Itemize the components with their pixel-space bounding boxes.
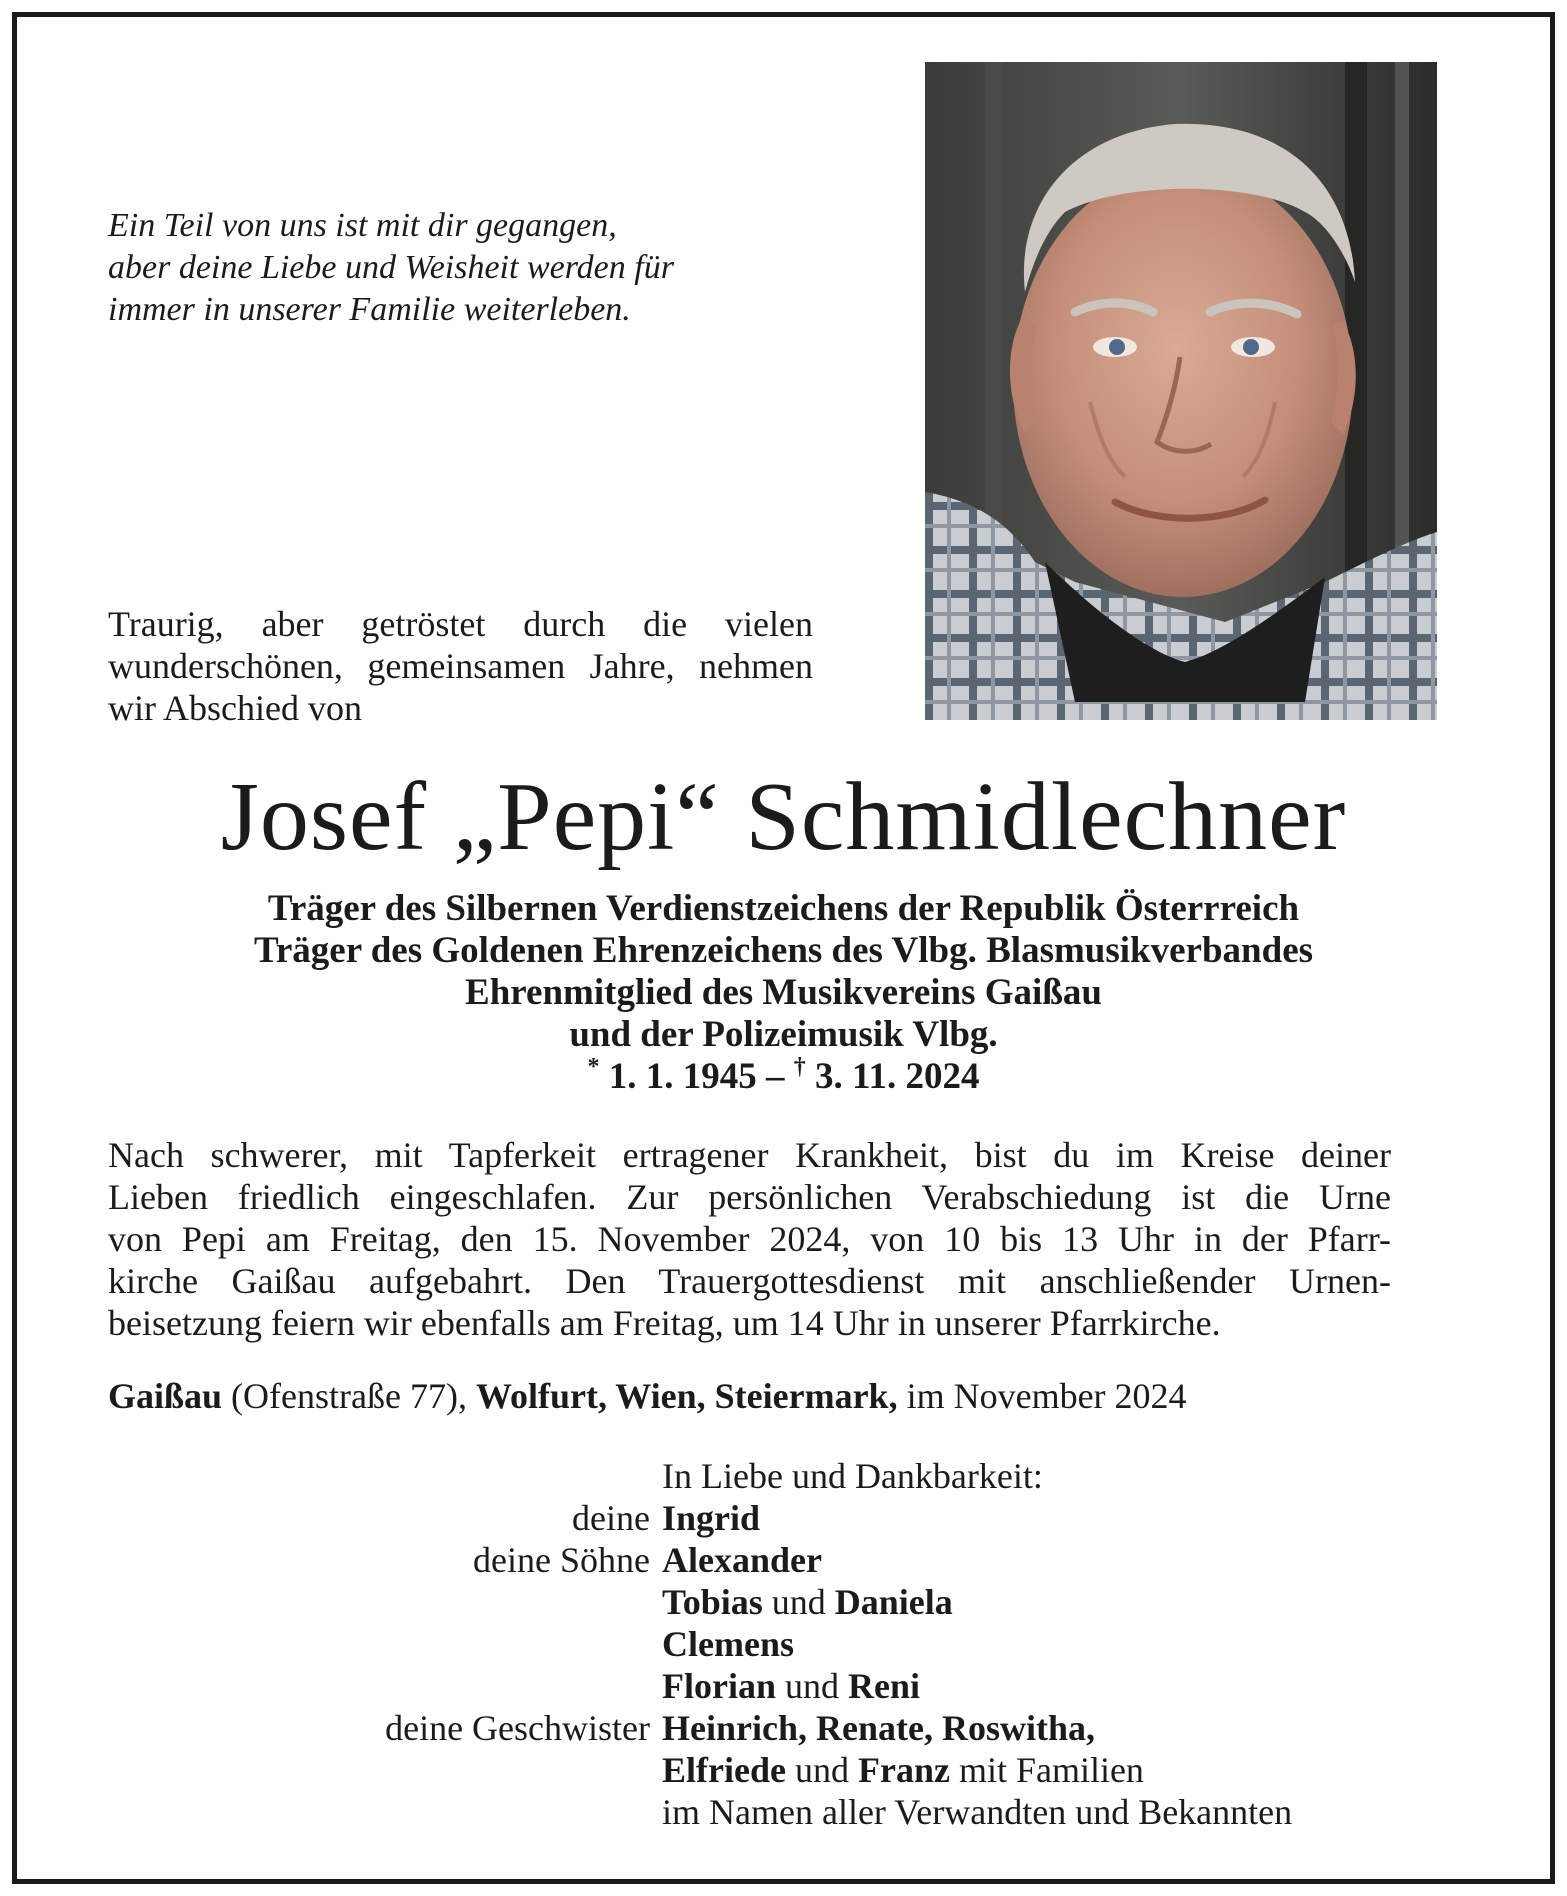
quote-line: aber deine Liebe und Weisheit werden für <box>108 249 674 286</box>
siblings-names: Heinrich, Renate, Roswitha, <box>662 1708 1095 1748</box>
details-line: von Pepi am Freitag, den 15. November 2024, von 10 bis 13 Uhr in der Pfarr- <box>108 1219 1391 1259</box>
places-line <box>108 1375 1408 1417</box>
and-word: und <box>785 1666 839 1706</box>
and-word: und <box>771 1582 826 1622</box>
portrait-photo <box>925 62 1437 720</box>
wife-label: deine <box>572 1498 650 1538</box>
honor-line: Träger des Silbernen Verdienstzeichens der Republik Österrreich <box>267 888 1300 929</box>
and-word: und <box>794 1750 849 1790</box>
wife-name: Ingrid <box>662 1498 761 1538</box>
siblings-label: deine Geschwister <box>385 1708 650 1748</box>
partner-name: Reni <box>848 1666 920 1706</box>
deceased-name: Josef „Pepi“ Schmidlechner <box>220 763 1347 871</box>
place-town: Gaißau <box>108 1376 223 1416</box>
son-name: Tobias <box>662 1582 763 1622</box>
details-line: Nach schwerer, mit Tapferkeit ertragener Krankheit, bist du im Kreise deiner <box>108 1135 1391 1175</box>
partner-name: Daniela <box>834 1582 953 1622</box>
quote-line: Ein Teil von uns ist mit dir gegangen, <box>108 207 617 244</box>
life-dates <box>0 1056 1567 1098</box>
place-address: (Ofenstraße 77), <box>231 1376 467 1416</box>
birth-date: 1. 1. 1945 <box>608 1056 757 1097</box>
birth-symbol: * <box>587 1054 600 1080</box>
details-line: beisetzung feiern wir ebenfalls am Freitag, um 14 Uhr in unserer Pfarrkirche. <box>108 1303 1221 1343</box>
signoff-block <box>0 1455 1567 1833</box>
signoff-opening: In Liebe und Dankbarkeit: <box>662 1456 1043 1496</box>
son-name: Alexander <box>662 1540 822 1580</box>
funeral-details <box>108 1134 1391 1344</box>
honor-line: Ehrenmitglied des Musikvereins Gaißau <box>465 972 1102 1013</box>
details-line: Lieben friedlich eingeschlafen. Zur persönlichen Verabschiedung ist die Urne <box>108 1177 1391 1217</box>
signoff-closing: im Namen aller Verwandten und Bekannten <box>662 1792 1293 1832</box>
sons-label: deine Söhne <box>473 1540 650 1580</box>
sibling-name: Elfriede <box>662 1750 786 1790</box>
death-date: 3. 11. 2024 <box>815 1056 980 1097</box>
son-name: Florian <box>662 1666 776 1706</box>
honors-block <box>0 888 1567 1098</box>
death-symbol: † <box>793 1054 806 1080</box>
quote-line: immer in unserer Familie weiterleben. <box>108 291 631 328</box>
honor-line: und der Polizeimusik Vlbg. <box>569 1014 998 1055</box>
sibling-name: Franz <box>857 1750 950 1790</box>
date-separator: – <box>766 1056 785 1097</box>
place-date: im November 2024 <box>906 1376 1187 1416</box>
son-name: Clemens <box>662 1624 794 1664</box>
with-families: mit Familien <box>958 1750 1144 1790</box>
details-line: kirche Gaißau aufgebahrt. Den Trauergottesdienst mit anschließender Urnen- <box>108 1261 1391 1301</box>
memorial-quote <box>108 205 808 331</box>
honor-line: Träger des Goldenen Ehrenzeichens des Vlbg. Blasmusikverbandes <box>253 930 1314 971</box>
intro-text: Traurig, aber getröstet durch die vielen wunderschönen, gemeinsamen Jahre, nehmen wir Abschied von <box>108 604 813 728</box>
place-others: Wolfurt, Wien, Steiermark, <box>475 1376 898 1416</box>
